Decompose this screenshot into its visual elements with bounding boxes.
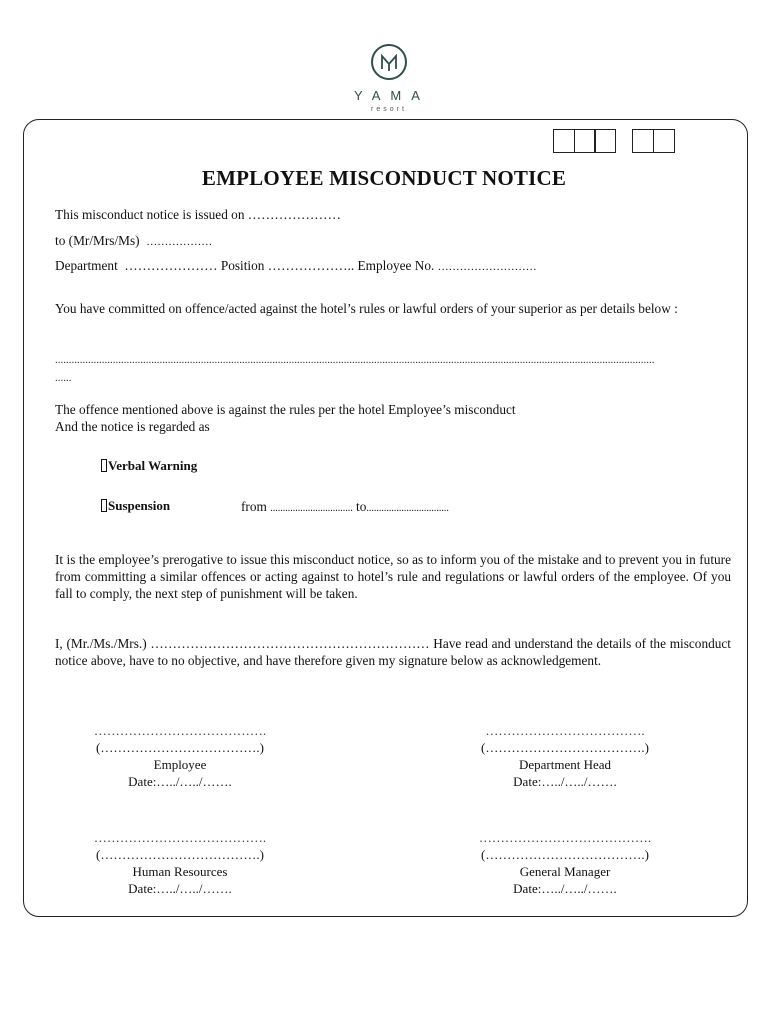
department-label: Department	[55, 258, 118, 273]
issued-on-label: This misconduct notice is issued on	[55, 207, 245, 222]
prerogative-paragraph: It is the employee’s prerogative to issue this misconduct notice, so as to inform you of the mistake and to prevent you in future from committing a similar offences or acting against to hotel’s rule and regulations or lawful orders of the employee. Of you fall to comply, the next step of punishment will be taken.	[55, 552, 731, 601]
signature-role: Human Resources	[132, 864, 228, 879]
signature-role: General Manager	[519, 864, 611, 879]
against-rules-text: The offence mentioned above is against the rules per the hotel Employee’s misconduct	[55, 402, 516, 417]
signature-block-department-head	[455, 722, 675, 790]
signature-line[interactable]: ………………………………….	[93, 830, 267, 845]
from-field[interactable]: .................................	[270, 503, 353, 514]
reference-number-boxes-2	[632, 129, 675, 153]
verbal-warning-option[interactable]	[101, 458, 197, 474]
offence-details-line-1[interactable]: ..........................................................................................................................................................................................................................	[55, 354, 655, 366]
verbal-warning-label: Verbal Warning	[108, 458, 198, 473]
signature-line[interactable]: ………………………………….	[478, 830, 652, 845]
department-line	[55, 258, 537, 274]
from-label: from	[241, 499, 267, 514]
position-field[interactable]: ………………..	[267, 258, 355, 273]
reference-box[interactable]	[574, 129, 596, 153]
reference-box[interactable]	[553, 129, 575, 153]
signature-block-general-manager	[455, 829, 675, 897]
acknowledgement-paragraph: I, (Mr./Ms./Mrs.) ……………………………………………………… Have read and understand the details of the misconduct notice above, have to no objective, and have therefore given my signature below as acknowledgement.	[55, 636, 731, 668]
reference-box[interactable]	[594, 129, 616, 153]
department-field[interactable]: …………………	[124, 258, 218, 273]
signature-date[interactable]: Date:…../…../…….	[128, 774, 232, 789]
signature-block-human-resources	[70, 829, 290, 897]
signature-name-line[interactable]: (……………………………….)	[96, 740, 264, 755]
signature-name-line[interactable]: (……………………………….)	[481, 847, 649, 862]
checkbox-icon[interactable]	[101, 459, 107, 472]
suspension-period	[241, 499, 449, 515]
reference-box[interactable]	[632, 129, 654, 153]
to-label: to (Mr/Mrs/Ms)	[55, 233, 140, 248]
employee-no-label: Employee No.	[357, 258, 435, 273]
to-date-label: to	[356, 499, 367, 514]
signature-role: Employee	[153, 757, 207, 772]
employee-no-field[interactable]: ………………………	[437, 261, 537, 273]
signature-role: Department Head	[518, 757, 612, 772]
to-line	[55, 233, 212, 249]
logo-name: YAMA	[354, 88, 430, 103]
suspension-option[interactable]	[101, 498, 170, 514]
signature-date[interactable]: Date:…../…../…….	[513, 774, 617, 789]
signature-date[interactable]: Date:…../…../…….	[128, 881, 232, 896]
signature-name-line[interactable]: (……………………………….)	[481, 740, 649, 755]
reference-number-boxes	[553, 129, 616, 153]
issued-on-line	[55, 207, 341, 223]
document-title: EMPLOYEE MISCONDUCT NOTICE	[201, 166, 567, 190]
signature-name-line[interactable]: (……………………………….)	[96, 847, 264, 862]
signature-line[interactable]: ………………………………….	[93, 723, 267, 738]
logo-tagline: resort	[371, 106, 407, 113]
position-label: Position	[220, 258, 265, 273]
logo-monogram-icon	[371, 44, 407, 80]
to-field[interactable]: ………………	[146, 236, 213, 248]
reference-box[interactable]	[653, 129, 675, 153]
suspension-label: Suspension	[108, 498, 171, 513]
yama-resort-logo	[334, 40, 444, 120]
checkbox-icon[interactable]	[101, 499, 107, 512]
signature-line[interactable]: ……………………………….	[485, 723, 645, 738]
to-date-field[interactable]: .................................	[366, 503, 449, 514]
regarded-as-text: And the notice is regarded as	[55, 419, 210, 434]
offence-details-line-2[interactable]: ......	[55, 372, 72, 384]
signature-block-employee	[70, 722, 290, 790]
issued-on-field[interactable]: …………………	[247, 207, 341, 222]
signature-date[interactable]: Date:…../…../…….	[513, 881, 617, 896]
offence-intro: You have committed on offence/acted against the hotel’s rules or lawful orders of your superior as per details below :	[55, 301, 678, 316]
